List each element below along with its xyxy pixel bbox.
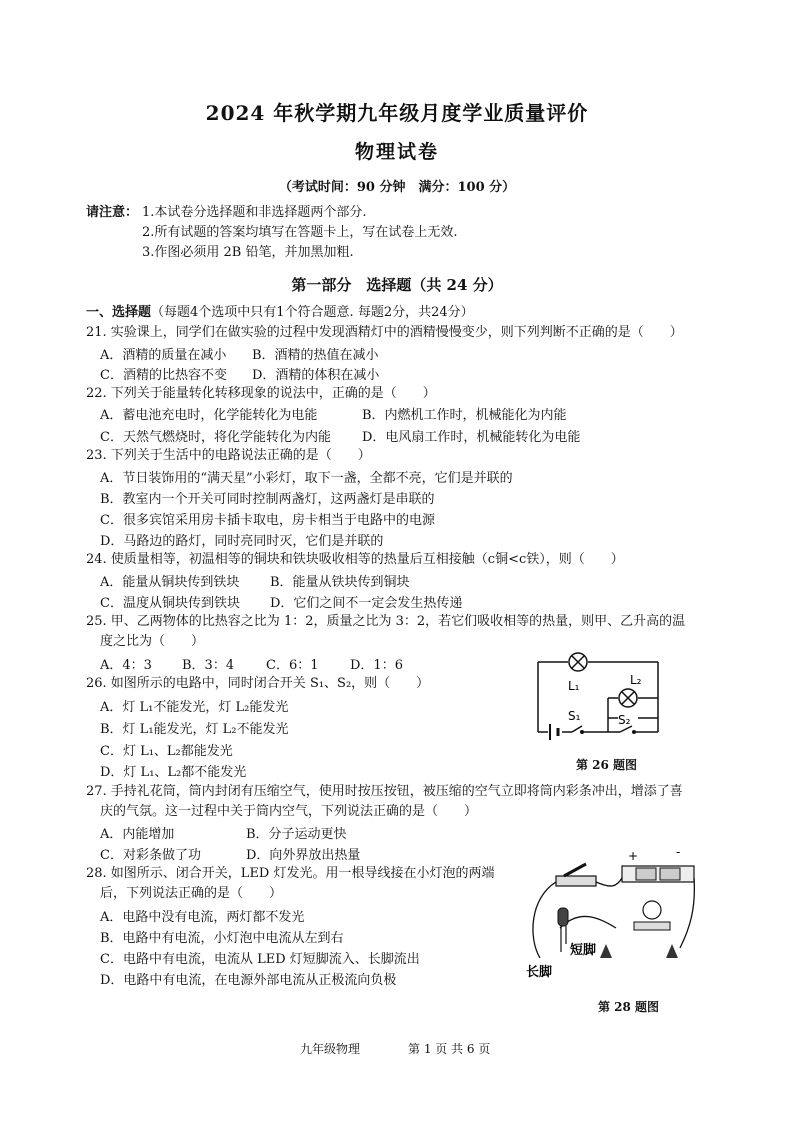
option: C．天然气燃烧时，将化学能转化为内能	[100, 430, 331, 445]
question-stem-cont: 度之比为（ ）	[100, 634, 205, 649]
question-stem: 25. 甲、乙两物体的比热容之比为 1：2，质量之比为 3：2，若它们吸收相等的热量，则甲、乙升高的温	[86, 614, 686, 629]
question-stem: 27. 手持礼花筒，筒内封闭有压缩空气，使用时按压按钮，被压缩的空气立即将筒内彩条冲出，增添了喜	[86, 784, 683, 799]
section-instruction	[86, 303, 474, 323]
option: D．马路边的路灯，同时亮同时灭，它们是并联的	[100, 534, 384, 549]
option: B．内燃机工作时，机械能化为内能	[362, 408, 567, 423]
exam-title: 2024 年秋学期九年级月度学业质量评价	[205, 101, 589, 125]
option: B．酒精的热值在减小	[252, 348, 379, 363]
option: A．灯 L₁不能发光，灯 L₂能发光	[100, 700, 289, 715]
option: A．节日装饰用的“满天星”小彩灯，取下一盏，全都不亮，它们是并联的	[100, 471, 513, 486]
minus-sign: -	[676, 848, 681, 859]
option: A．酒精的质量在减小	[100, 348, 227, 363]
option: A．能量从铜块传到铁块	[100, 575, 240, 590]
option: B．分子运动更快	[246, 827, 347, 842]
option: A．蓄电池充电时，化学能转化为电能	[100, 408, 318, 423]
option: D．向外界放出热量	[246, 848, 361, 863]
figure-caption-28: 第 28 题图	[598, 1000, 660, 1014]
instruction-label: 一、选择题	[86, 305, 152, 320]
option: B．能量从铁块传到铜块	[270, 575, 410, 590]
option: C．很多宾馆采用房卡插卡取电，房卡相当于电路中的电源	[100, 513, 435, 528]
option: B．电路中有电流，小灯泡中电流从左到右	[100, 931, 344, 946]
option: C．温度从铜块传到铁块	[100, 596, 240, 611]
footer-page: 第 1 页 共 6 页	[408, 1042, 491, 1056]
option: D．它们之间不一定会发生热传递	[270, 596, 463, 611]
label-s1: S₁	[568, 709, 581, 723]
question-stem: 23. 下列关于生活中的电路说法正确的是（ ）	[86, 448, 371, 463]
option: A．4：3	[100, 658, 152, 673]
long-leg-label: 长脚	[526, 965, 553, 980]
question-stem-cont: 庆的气氛。这一过程中关于筒内空气，下列说法正确的是（ ）	[100, 804, 478, 819]
option: B．3：4	[182, 658, 235, 673]
question-stem: 22. 下列关于能量转化转移现象的说法中，正确的是（ ）	[86, 386, 436, 401]
question-stem: 21. 实验课上，同学们在做实验的过程中发现酒精灯中的酒精慢慢变少，则下列判断不正确的是（ ）	[86, 325, 683, 340]
figure-caption-26: 第 26 题图	[576, 758, 638, 772]
option: A．内能增加	[100, 827, 175, 842]
instruction-text: （每题4个选项中只有1个符合题意. 每题2分，共24分）	[151, 305, 474, 320]
section-title: 第一部分 选择题（共 24 分）	[291, 276, 503, 294]
question-stem: 26. 如图所示的电路中，同时闭合开关 S₁、S₂，则（ ）	[86, 676, 430, 691]
notice-item: 2.所有试题的答案均填写在答题卡上，写在试卷上无效.	[142, 225, 458, 240]
label-s2: S₂	[618, 713, 631, 727]
exam-subtitle: 物理试卷	[354, 141, 439, 163]
option: C．电路中有电流，电流从 LED 灯短脚流入、长脚流出	[100, 952, 420, 967]
option: B．教室内一个开关可同时控制两盏灯，这两盏灯是串联的	[100, 492, 435, 507]
exam-info: （考试时间：90 分钟 满分：100 分）	[278, 180, 516, 195]
label-l1: L₁	[568, 679, 580, 693]
option: B．灯 L₁能发光，灯 L₂不能发光	[100, 722, 289, 737]
notice-item: 3.作图必须用 2B 铅笔，并加黑加粗.	[142, 245, 354, 260]
label-l2: L₂	[630, 673, 642, 687]
option: C．对彩条做了功	[100, 848, 201, 863]
footer-subject: 九年级物理	[300, 1042, 361, 1056]
option: D．电路中有电流，在电源外部电流从正极流向负极	[100, 973, 397, 988]
apparatus-diagram-28	[520, 848, 700, 988]
option: C．酒精的比热容不变	[100, 368, 227, 383]
question-stem: 28. 如图所示、闭合开关，LED 灯发光。用一根导线接在小灯泡的两端	[86, 866, 495, 881]
notice-item: 1.本试卷分选择题和非选择题两个部分.	[142, 205, 367, 220]
question-stem-cont: 后，下列说法正确的是（ ）	[100, 886, 283, 901]
option: C．灯 L₁、L₂都能发光	[100, 744, 233, 759]
option: A．电路中没有电流，两灯都不发光	[100, 910, 305, 925]
plus-sign: +	[628, 849, 639, 863]
option: D．1：6	[350, 658, 403, 673]
question-stem: 24. 使质量相等，初温相等的铜块和铁块吸收相等的热量后互相接触（c铜<c铁），则（ ）	[86, 552, 624, 567]
circuit-diagram-26	[520, 648, 670, 768]
option: D．电风扇工作时，机械能转化为电能	[362, 430, 581, 445]
notice-label: 请注意：	[86, 205, 139, 220]
short-leg-label: 短脚	[570, 943, 597, 958]
option: D．酒精的体积在减小	[252, 368, 380, 383]
option: D．灯 L₁、L₂都不能发光	[100, 765, 247, 780]
option: C．6：1	[266, 658, 319, 673]
